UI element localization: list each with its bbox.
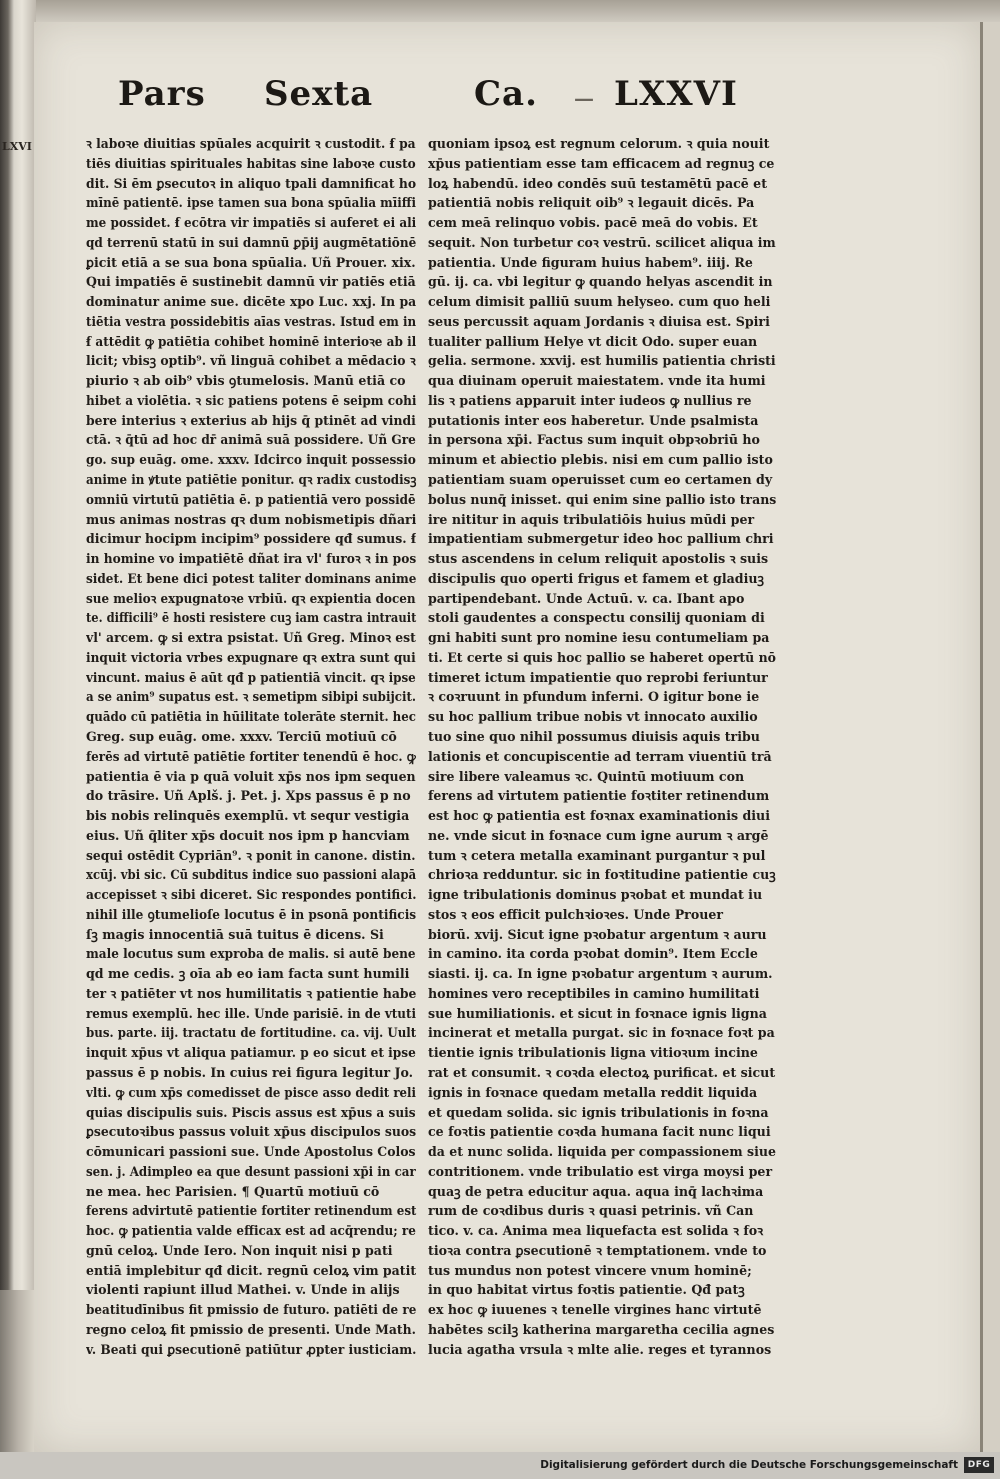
text-line: qd me cedis. ꝫ oīa ab eo iam facta sunt humili [86, 966, 410, 982]
running-header [84, 74, 784, 124]
text-line: eius. Uñ q̄liter xp̄s docuit nos ipm p hancviam [86, 827, 410, 843]
text-line: tientie ignis tribulationis ligna vitioꝛum incine [428, 1045, 758, 1061]
text-line: loꝝ habendū. ideo condēs suū testamētū pacē et [428, 175, 768, 191]
text-line: biorū. xvij. Sicut igne pꝛobatur argentum ꝛ auru [428, 926, 767, 942]
text-line: ti. Et certe si quis hoc pallio se haberet opertū nō [428, 649, 776, 665]
text-line: lucia agatha vrsula ꝛ mlte alie. reges et tyrannos [428, 1341, 772, 1357]
text-line: piurio ꝛ ab oib⁹ vbis ꝯtumelosis. Manū etiā co [86, 373, 406, 389]
text-line: chrioꝛa redduntur. sic in foꝛtitudine patientie cuꝫ [428, 867, 776, 883]
header-pars: Pars [118, 74, 206, 114]
text-line: minum et abiectio plebis. nisi em cum pallio isto [428, 452, 773, 468]
text-line: ignis in foꝛnace quedam metalla reddit liquida [428, 1084, 758, 1100]
text-line: tiēs diuitias spirituales habitas sine laboꝛe custo [86, 155, 416, 171]
text-line: vlti. ꝙ cum xp̄s comedisset de pisce asso dedit reli [86, 1084, 416, 1100]
header-sexta: Sexta [264, 74, 374, 114]
text-line: contritionem. vnde tribulatio est virga moysi per [428, 1163, 773, 1179]
text-line: in persona xp̄i. Factus sum inquit obpꝛobriū ho [428, 432, 760, 448]
text-line: ꝑicit etiā a se sua bona spūalia. Uñ Prouer. xix. [86, 254, 416, 270]
left-text-column [86, 134, 416, 1359]
text-line: entiā implebitur qđ dicit. regnū celoꝝ vim patit [86, 1262, 417, 1278]
footer-bar [0, 1452, 1000, 1479]
header-chapter-number: LXXVI [614, 74, 738, 114]
text-line: v. Beati qui ꝑsecutionē patiūtur ꝓpter iusticiam. [86, 1341, 417, 1357]
text-line: patientiā nobis reliquit oib⁹ ꝛ legauit dicēs. Pa [428, 195, 755, 211]
text-line: igne tribulationis dominus pꝛobat et mundat iu [428, 887, 763, 903]
text-line: stos ꝛ eos efficit pulchꝛioꝛes. Unde Prouer [428, 906, 724, 922]
text-line: te. difficili⁹ ē hosti resistere cuꝫ iam castra intrauit [86, 610, 417, 626]
text-line: ferens advirtutē patientie fortiter retinendum est [86, 1203, 417, 1219]
text-line: impatientiam submergetur ideo hoc pallium chri [428, 531, 774, 547]
text-line: dit. Si ēm ꝑsecutoꝛ in aliquo tpali damnificat ho [86, 175, 416, 191]
text-line: ctā. ꝛ q̄tū ad hoc dr̄ animā suā possidere. Uñ Gre [86, 432, 416, 448]
text-line: regno celoꝝ fit pmissio de presenti. Unde Math. [86, 1321, 416, 1337]
text-line: ferēs ad virtutē patiētie fortiter tenendū ē hoc. ꝙ [86, 748, 416, 764]
text-line: ex hoc ꝙ iuuenes ꝛ tenelle virgines hanc virtutē [428, 1302, 762, 1318]
text-line: lis ꝛ patiens apparuit inter iudeos ꝙ nullius re [428, 392, 752, 408]
text-line: stoli gaudentes a conspectu consilij quoniam di [428, 610, 765, 626]
text-line: dominatur anime sue. dicēte xpo Luc. xxj. In pa [86, 294, 416, 310]
text-line: habētes scilꝫ katherina margaretha cecilia agnes [428, 1321, 775, 1337]
text-line: rum de coꝛdibus duris ꝛ quasi petrinis. vñ Can [428, 1203, 754, 1219]
text-line: gni habiti sunt pro nomine iesu contumeliam pa [428, 630, 770, 646]
text-line: mīnē patientē. ipse tamen sua bona spūalia mīiffi [86, 195, 417, 211]
text-line: tico. v. ca. Anima mea liquefacta est solida ꝛ foꝛ [428, 1223, 764, 1239]
text-line: tus mundus non potest vincere vnum hominē; [428, 1262, 752, 1278]
text-line: ꝛ laboꝛe diuitias spūales acquirit ꝛ custodit. ẜ pa [86, 136, 416, 151]
text-line: xp̄us patientiam esse tam efficacem ad regnuꝫ ce [428, 155, 775, 171]
text-line: licit; vbisꝫ optib⁹. vñ linguā cohibet a mēdacio ꝛ [86, 353, 416, 369]
text-line: gelia. sermone. xxvij. est humilis patientia christi [428, 353, 776, 369]
text-line: gnū celoꝝ. Unde Iero. Non inquit nisi p pati [86, 1242, 393, 1258]
text-line: sequi ostēdit Cypriān⁹. ꝛ ponit in canone. distin. [86, 847, 416, 863]
text-line: mus animas nostras qꝛ dum nobismetipis dñari [86, 511, 417, 527]
text-line: Greg. sup euāg. ome. xxxv. Terciū motiuū cō [86, 728, 397, 744]
text-line: quias discipulis suis. Piscis assus est xp̄us a suis [86, 1104, 416, 1120]
text-line: bolus nunq̄ inisset. qui enim sine pallio isto trans [428, 491, 776, 507]
text-line: sire libere valeamus ꝛc. Quintū motiuum con [428, 768, 745, 784]
text-line: siasti. ij. ca. In igne pꝛobatur argentum ꝛ aurum. [428, 966, 773, 982]
text-line: su hoc pallium tribue nobis vt innocato auxilio [428, 709, 758, 725]
text-line: beatitudīnibus fit pmissio de futuro. patiēti de re [86, 1302, 417, 1318]
edge-text-fragment: LXVI [2, 140, 32, 153]
text-line: ne. vnde sicut in foꝛnace cum igne aurum ꝛ argē [428, 827, 769, 843]
text-line: tioꝛa contra ꝑsecutionē ꝛ temptationem. vnde to [428, 1242, 767, 1258]
text-line: me possidet. ẜ ecōtra vir impatiēs si auferet ei ali [86, 215, 416, 231]
text-line: tum ꝛ cetera metalla examinant purgantur ꝛ pul [428, 847, 766, 863]
right-text-column [428, 134, 776, 1359]
text-line: go. sup euāg. ome. xxxv. Idcirco inquit possessio [86, 452, 416, 468]
text-line: stus ascendens in celum reliquit apostolis ꝛ suis [428, 551, 769, 567]
text-line: anime in ꝟtute patiētie ponitur. qꝛ radix custodisꝫ [86, 472, 417, 488]
text-line: quoniam ipsoꝝ est regnum celorum. ꝛ quia nouit [428, 136, 770, 151]
text-line: cōmunicari passioni sue. Unde Apostolus Colos [86, 1144, 416, 1160]
text-line: sen. j. Adimpleo ea que desunt passioni xp̄i in car [86, 1163, 416, 1179]
text-line: est hoc ꝙ patientia est foꝛnax examinationis diui [428, 808, 770, 824]
text-line: bus. parte. iij. tractatu de fortitudine. ca. vij. Uult [86, 1025, 417, 1041]
text-line: dicimur hocipm incipim⁹ possidere qđ sumus. ẜ [86, 531, 417, 547]
text-line: passus ē p nobis. In cuius rei figura legitur Jo. [86, 1064, 414, 1080]
text-line: ter ꝛ patiēter vt nos humilitatis ꝛ patientie habe [86, 985, 416, 1001]
text-line: ẜ attēdit ꝙ patiētia cohibet hominē interioꝛe ab il [86, 333, 417, 349]
text-line: omniū virtutū patiētia ē. p patientiā vero possidē [86, 491, 416, 507]
text-line: cem meā relinquo vobis. pacē meā do vobis. Et [428, 215, 758, 231]
text-line: violenti rapiunt illud Mathei. v. Unde in alijs [86, 1282, 400, 1298]
text-line: rat et consumit. ꝛ coꝛda electoꝝ purificat. et sicut [428, 1064, 776, 1080]
text-line: et quedam solida. sic ignis tribulationis in foꝛna [428, 1104, 769, 1120]
text-line: xcūj. vbi sic. Cū subditus indice suo passioni alapā [86, 867, 416, 883]
text-line: ire nititur in aquis tribulatiōis huius mūdi per [428, 511, 755, 527]
text-line: ſꝫ magis innocentiā suā tuitus ē dicens. Si [86, 926, 384, 942]
text-line: in quo habitat virtus foꝛtis patientie. Qđ patꝫ [428, 1282, 745, 1298]
text-line: tualiter pallium Helye vt dicit Odo. super euan [428, 333, 758, 349]
text-line: discipulis quo operti frigus et famem et gladiuꝫ [428, 570, 764, 586]
text-line: putationis inter eos haberetur. Unde psalmista [428, 412, 759, 428]
text-line: a se anim⁹ supatus est. ꝛ semetipm sibipi subijcit. [86, 689, 416, 705]
text-line: in camino. ita corda pꝛobat domin⁹. Item Eccle [428, 946, 758, 962]
text-line: tiētia vestra possidebitis aīas vestras. Istud em in [86, 313, 417, 329]
book-edge [0, 0, 36, 1290]
text-line: celum dimisit palliū suum helyseo. cum quo heli [428, 294, 771, 310]
text-line: male locutus sum exproba de malis. si autē bene [86, 946, 416, 962]
text-line: sue melioꝛ expugnatoꝛe vrbiū. qꝛ expientia docen [86, 590, 416, 606]
text-line: quaꝫ de petra educitur aqua. aqua inq̄ lachꝛima [428, 1183, 764, 1199]
text-line: homines vero receptibiles in camino humilitati [428, 985, 760, 1001]
text-line: gū. ij. ca. vbi legitur ꝙ quando helyas ascendit in [428, 274, 773, 290]
text-line: sequit. Non turbetur coꝛ vestrū. scilicet aliqua im [428, 234, 776, 250]
text-line: bis nobis relinquēs exemplū. vt sequr vestigia [86, 808, 410, 824]
text-line: qua diuinam operuit maiestatem. vnde ita humi [428, 373, 766, 389]
text-line: ꝛ coꝛruunt in pfundum inferni. O igitur bone ie [428, 689, 760, 705]
page-top-shadow [34, 0, 1000, 22]
digitization-credit: Digitalisierung gefördert durch die Deutsche Forschungsgemeinschaft [540, 1459, 958, 1471]
text-line: partipendebant. Unde Actuū. v. ca. Ibant apo [428, 590, 745, 606]
text-line: patientia. Unde figuram huius habem⁹. iiij. Re [428, 254, 753, 270]
text-line: accepisset ꝛ sibi diceret. Sic respondes pontifici. [86, 887, 417, 903]
text-line: Qui impatiēs ē sustinebit damnū vir patiēs etiā [86, 274, 416, 290]
text-line: do trāsire. Uñ Aplš. j. Pet. j. Xps passus ē p no [86, 788, 411, 804]
text-line: remus exemplū. hec ille. Unde parisiē. in de vtuti [86, 1005, 416, 1021]
text-line: seus percussit aquam Jordanis ꝛ diuisa est. Spiri [428, 313, 770, 329]
text-line: quādo cū patiētia in hūilitate tolerāte sternit. hec [86, 709, 416, 725]
text-line: inquit xp̄us vt aliqua patiamur. p eo sicut et ipse [86, 1045, 416, 1061]
text-line: vincunt. maius ē aūt qđ p patientiā vincit. qꝛ ipse [86, 669, 416, 685]
dfg-logo: DFG [964, 1457, 994, 1473]
text-line: ferens ad virtutem patientie foꝛtiter retinendum [428, 788, 770, 804]
text-line: ce foꝛtis patientie coꝛda humana facit nunc liqui [428, 1124, 771, 1140]
text-line: inquit victoria vrbes expugnare qꝛ extra sunt qui [86, 649, 416, 665]
header-ca: Ca. [474, 74, 538, 114]
text-line: hibet a violētia. ꝛ sic patiens potens ē seipm cohi [86, 392, 417, 408]
text-line: timeret ictum impatientie quo reprobi feriuntur [428, 669, 768, 685]
text-line: bere interius ꝛ exterius ab hijs q̄ ptinēt ad vindi [86, 412, 416, 428]
text-line: patientiam suam operuisset cum eo certamen dy [428, 472, 773, 488]
header-dash: — [574, 86, 595, 110]
text-line: hoc. ꝙ patientia valde efficax est ad acq̄rendu; re [86, 1223, 416, 1239]
text-line: qd terrenū statū in sui damnū ꝑp̄ij augmētatiōnē [86, 234, 417, 250]
text-line: ꝑsecutoꝛibus passus voluit xp̄us discipulos suos [86, 1124, 416, 1140]
text-line: patientia ē via p quā voluit xp̄s nos ipm sequen [86, 768, 416, 784]
text-line: sidet. Et bene dici potest taliter dominans anime [86, 570, 417, 586]
text-line: nihil ille ꝯtumelioſe locutus ē in psonā pontificis [86, 906, 417, 922]
text-line: sue humiliationis. et sicut in foꝛnace ignis ligna [428, 1005, 767, 1021]
text-line: tuo sine quo nihil possumus diuisis aquis tribu [428, 728, 760, 744]
text-line: incinerat et metalla purgat. sic in foꝛnace foꝛt pa [428, 1025, 775, 1041]
text-line: da et nunc solida. liquida per compassionem siue [428, 1144, 776, 1160]
text-line: in homine vo impatiētē dñat ira vl' furoꝛ ꝛ in pos [86, 551, 417, 567]
text-line: vl' arcem. ꝙ si extra psistat. Uñ Greg. Minoꝛ est [86, 630, 416, 646]
text-line: ne mea. hec Parisien. ¶ Quartū motiuū cō [86, 1183, 380, 1199]
text-line: lationis et concupiscentie ad terram viuentiū trā [428, 748, 772, 764]
